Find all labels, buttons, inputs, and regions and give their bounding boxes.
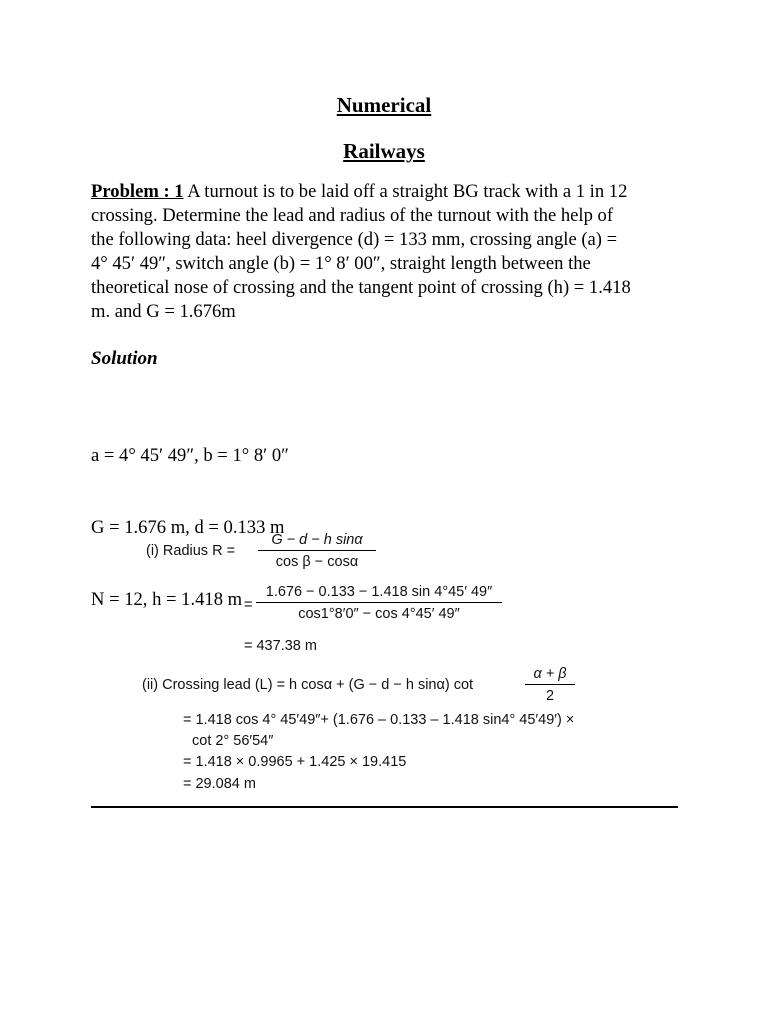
lead-step-3: = 29.084 m	[183, 776, 256, 792]
cot-numerator: α + β	[533, 666, 567, 682]
problem-line-5: theoretical nose of crossing and the tangent point of crossing (h) = 1.418	[91, 277, 631, 298]
problem-line-6: m. and G = 1.676m	[91, 301, 236, 322]
problem-line-2: crossing. Determine the lead and radius of the turnout with the help of	[91, 205, 614, 226]
page-title: Numerical	[336, 93, 432, 117]
problem-line-4: 4° 45′ 49″, switch angle (b) = 1° 8′ 00″, straight length between the	[91, 253, 591, 274]
radius-result: = 437.38 m	[244, 638, 317, 654]
horizontal-rule	[91, 806, 678, 808]
radius-formula-denominator: cos β − cosα	[275, 554, 359, 570]
radius-subst-denominator: cos1°8′0″ − cos 4°45′ 49″	[298, 606, 460, 622]
solution-heading: Solution	[91, 348, 158, 369]
radius-formula-numerator: G − d − h sinα	[271, 532, 363, 548]
lead-label: (ii) Crossing lead (L) = h cosα + (G − d − h sinα) cot	[142, 677, 474, 693]
given-line-2: G = 1.676 m, d = 0.133 m	[91, 517, 285, 538]
cot-fraction	[525, 666, 575, 704]
lead-step-1: = 1.418 cos 4° 45′49″+ (1.676 – 0.133 – 1.418 sin4° 45′49′) ×	[183, 712, 575, 728]
given-line-3: N = 12, h = 1.418 m	[91, 589, 243, 610]
lead-step-2: = 1.418 × 0.9965 + 1.425 × 19.415	[183, 754, 407, 770]
lead-step-1b: cot 2° 56′54″	[192, 733, 274, 749]
problem-statement	[91, 180, 678, 324]
page-subtitle: Railways	[343, 139, 425, 163]
given-line-1: a = 4° 45′ 49″, b = 1° 8′ 0″	[91, 445, 289, 466]
problem-label: Problem : 1	[91, 181, 184, 202]
problem-line-1: Problem : 1 A turnout is to be laid off a straight BG track with a 1 in 12	[91, 181, 628, 202]
problem-line-3: the following data: heel divergence (d) = 133 mm, crossing angle (a) =	[91, 229, 618, 250]
cot-denominator: 2	[545, 688, 555, 704]
radius-subst-numerator: 1.676 − 0.133 − 1.418 sin 4°45′ 49″	[265, 584, 493, 600]
radius-formula-fraction	[258, 532, 376, 570]
radius-subst-equals: =	[244, 597, 253, 613]
radius-label: (i) Radius R =	[146, 543, 236, 559]
radius-subst-fraction	[256, 584, 502, 622]
